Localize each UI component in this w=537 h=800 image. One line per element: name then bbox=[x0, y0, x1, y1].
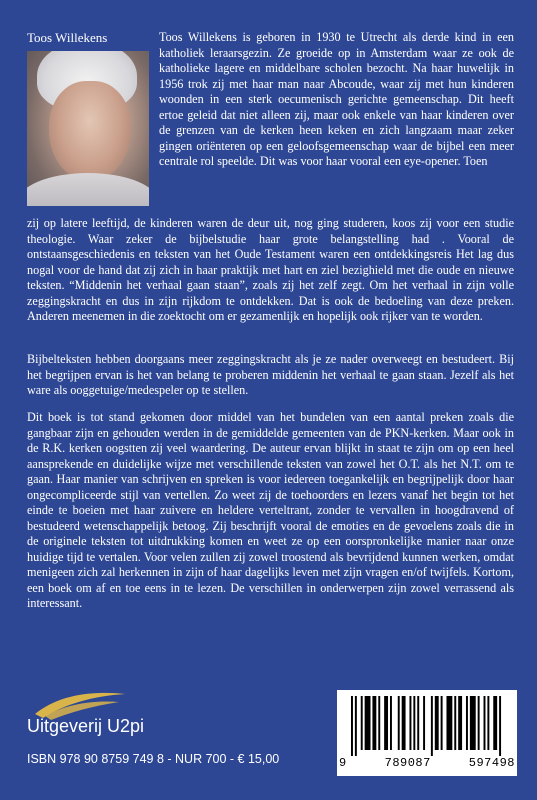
barcode-bar bbox=[431, 696, 433, 756]
barcode-bar bbox=[487, 696, 489, 750]
barcode-bar bbox=[365, 696, 371, 750]
barcode-bar bbox=[458, 696, 462, 750]
barcode-bars bbox=[351, 696, 503, 756]
photo-shoulders bbox=[27, 173, 149, 206]
bio-text-top: Toos Willekens is geboren in 1930 te Utrecht als derde kind in een katholiek leraarsgezin. Ze groeide op in Amsterdam waar ze ook de katholieke lagere en middelbare scholen bezocht. Na haar huwelijk in 1956 trok zij met haar man naar Abcoude, waar zij met hun kinderen woonden in een sterk oecumenisch gerichte gemeenschap. Dit heeft ertoe geleid dat niet alleen zij, maar ook enkele van haar kinderen over de grenzen van de kerken heen keken en zich langzaam maar zeker gingen oriënteren op een geloofsgemeenschap waar de bijbel een meer centrale rol speelde. Dit was voor haar vooral een eye-opener. Toen bbox=[159, 30, 514, 168]
barcode bbox=[337, 690, 517, 776]
photo-face bbox=[49, 81, 131, 181]
bio-text-continued: zij op latere leeftijd, de kinderen waren de deur uit, nog ging studeren, koos zij voor een studie theologie. Waar zeker de bijbelstudie haar grote belangstelling had . Vooral de ontstaansgeschiedenis en teksten van het Oude Testament waren een ontdekkingsreis Het lag dus nogal voor de hand dat zij zich in haar praktijk met hart en ziel bezighield met die oude en nieuwe teksten. “Middenin het verhaal gaan staan”, zoals zij het zelf zegt. Om het verhaal in zijn volle zeggingskracht en dus in zijn rijkdom te ontdekken. Dat is ook de bedoeling van deze preken. Anderen meenemen in die zoektocht om er gezamenlijk en hopelijk ook rijker van te worden. bbox=[27, 216, 514, 323]
barcode-bar bbox=[351, 696, 353, 756]
barcode-bar bbox=[478, 696, 480, 750]
barcode-bar bbox=[454, 696, 456, 750]
barcode-bar bbox=[435, 696, 439, 750]
barcode-bar bbox=[499, 696, 501, 756]
barcode-digit-group-3: 597498 bbox=[468, 756, 515, 770]
barcode-bar bbox=[409, 696, 411, 750]
barcode-bar bbox=[372, 696, 376, 750]
barcode-bar bbox=[413, 696, 415, 750]
barcode-digit-group-2: 789087 bbox=[384, 756, 431, 770]
barcode-bar bbox=[355, 696, 357, 756]
barcode-bar bbox=[378, 696, 380, 750]
barcode-bar bbox=[390, 696, 392, 750]
author-photo bbox=[27, 51, 149, 206]
barcode-bar bbox=[384, 696, 388, 750]
barcode-bar bbox=[470, 696, 476, 750]
barcode-bar bbox=[417, 696, 419, 750]
barcode-bar bbox=[402, 696, 406, 750]
isbn-price-line: ISBN 978 90 8759 749 8 - NUR 700 - € 15,00 bbox=[27, 752, 280, 766]
barcode-bar bbox=[484, 696, 486, 750]
barcode-bar bbox=[493, 696, 497, 750]
barcode-bar bbox=[466, 696, 468, 750]
barcode-digit-group-1: 9 bbox=[339, 756, 347, 770]
barcode-bar bbox=[423, 696, 425, 750]
intro-text: Bijbelteksten hebben doorgaans meer zeggingskracht als je ze nader overweegt en bestudeert. Bij het begrijpen ervan is het van belang te proberen middenin het verhaal te gaan staan. Jezelf als het ware als ooggetuige/medespeler op te stellen. bbox=[27, 352, 514, 397]
author-name: Toos Willekens bbox=[27, 30, 108, 45]
barcode-bar bbox=[441, 696, 443, 750]
description-text: Dit boek is tot stand gekomen door middel van het bundelen van een aantal preken zoals die gangbaar zijn en gehouden werden in de gemiddelde gemeenten van de PKN-kerken. Maar ook in de R.K. kerken oogstten zij veel waardering. De auteur ervan blijkt in staat te zijn om op een heel aansprekende en duidelijke wijze met verschillende teksten van zowel het O.T. als het N.T. om te gaan. Haar manier van schrijven en spreken is voor iedereen toegankelijk en begrijpelijk door haar ongecompliceerde stijl van vertellen. Zo weet zij de toehoorders en lezers vanaf het begin tot het einde te boeien met haar zuivere en heldere verteltrant, zonder te vervallen in hoogdravend of bestudeerd wetenschappelijk betoog. Zij beschrijft vooral de emoties en de gevoelens zoals die in de originele teksten tot uitdrukking komen en weet ze op een oorspronkelijke manier naar onze huidige tijd te vertalen. Voor velen zullen zij zowel troostend als bevrijdend kunnen werken, omdat menigeen zich zal herkennen in zijn of haar dagelijks leven met zijn vragen en/of twijfels. Kortom, een boek om af en toe eens in te lezen. De verschillen in onderwerpen zijn zowel verrassend als interessant. bbox=[27, 410, 514, 610]
publisher-name: Uitgeverij U2pi bbox=[27, 716, 145, 736]
barcode-bar bbox=[361, 696, 363, 750]
barcode-bar bbox=[398, 696, 400, 750]
barcode-bar bbox=[446, 696, 452, 750]
barcode-digits bbox=[339, 756, 515, 770]
